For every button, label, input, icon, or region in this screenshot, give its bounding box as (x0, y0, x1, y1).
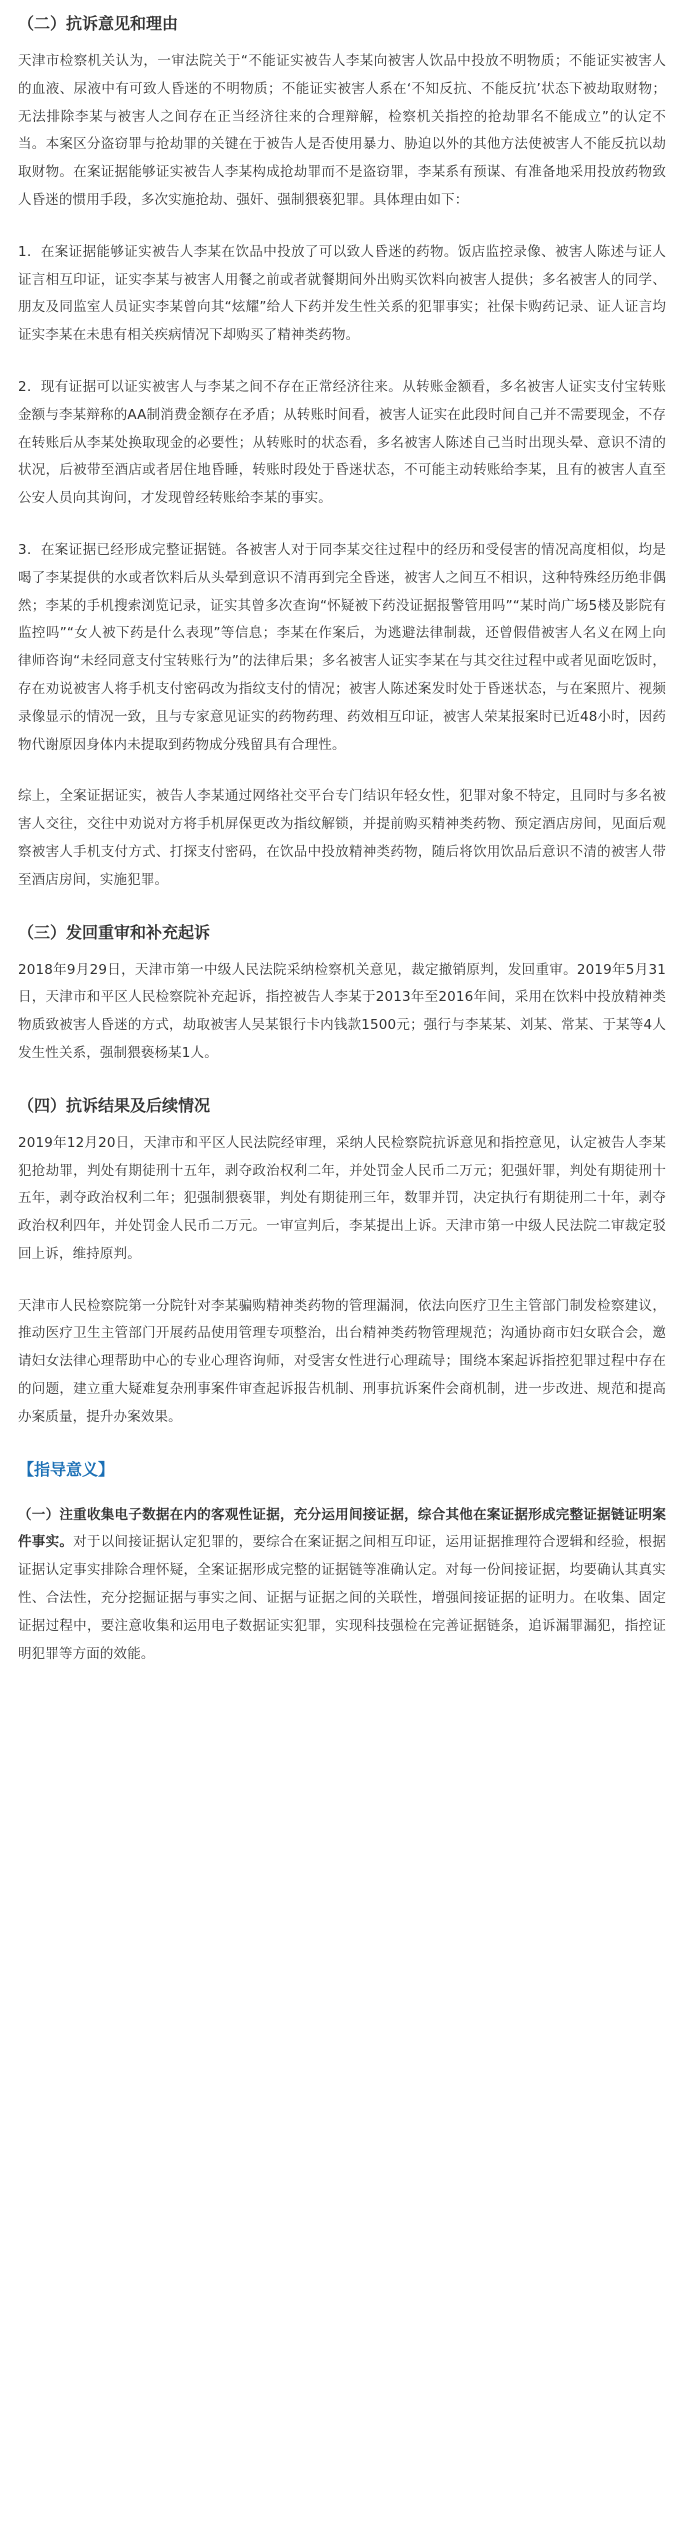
section-heading-protest-result: （四）抗诉结果及后续情况 (18, 1095, 211, 1115)
protest-summary-paragraph: 综上，全案证据证实，被告人李某通过网络社交平台专门结识年轻女性，犯罪对象不特定，且同时与多名被害人交往，交往中劝说对方将手机屏保更改为指纹解锁，并提前购买精神类药物、预定酒店房间，见面后观察被害人手机支付方式、打探支付密码，在饮品中投放精神类药物，随后将饮用饮品后意识不清的被害人带至酒店房间，实施犯罪。 (18, 788, 666, 888)
guidance-heading: 【指导意义】 (18, 1459, 115, 1479)
guidance-point-1-paragraph (18, 1502, 666, 1669)
retrial-paragraph: 2018年9月29日，天津市第一中级人民法院采纳检察机关意见，裁定撤销原判，发回重审。2019年5月31日，天津市和平区人民检察院补充起诉，指控被告人李某于2013年至2016年间，采用在饮料中投放精神类物质致被害人昏迷的方式，劫取被害人吴某银行卡内钱款1500元；强行与李某某、刘某、常某、于某等4人发生性关系，强制猥亵杨某1人。 (18, 961, 666, 1061)
protest-result-paragraph: 2019年12月20日，天津市和平区人民法院经审理，采纳人民检察院抗诉意见和指控意见，认定被告人李某犯抢劫罪，判处有期徒刑十五年，剥夺政治权利二年，并处罚金人民币二万元；犯强奸罪，判处有期徒刑十五年，剥夺政治权利二年；犯强制猥亵罪，判处有期徒刑三年，数罪并罚，决定执行有期徒刑二十年，剥夺政治权利四年，并处罚金人民币二万元。一审宣判后，李某提出上诉。天津市第一中级人民法院二审裁定驳回上诉，维持原判。 (18, 1134, 666, 1262)
protest-intro-paragraph: 天津市检察机关认为，一审法院关于“不能证实被告人李某向被害人饮品中投放不明物质；不能证实被害人的血液、尿液中有可致人昏迷的不明物质；不能证实被害人系在‘不知反抗、不能反抗’状态下被劫取财物；无法排除李某与被害人之间存在正当经济往来的合理辩解，检察机关指控的抢劫罪名不能成立”的认定不当。本案区分盗窃罪与抢劫罪的关键在于被告人是否使用暴力、胁迫以外的其他方法使被害人不能反抗以劫取财物。在案证据能够证实被告人李某构成抢劫罪而不是盗窃罪，李某系有预谋、有准备地采用投放药物致人昏迷的惯用手段，多次实施抢劫、强奸、强制猥亵犯罪。具体理由如下： (18, 53, 666, 208)
protest-point-1-paragraph: 1．在案证据能够证实被告人李某在饮品中投放了可以致人昏迷的药物。饭店监控录像、被害人陈述与证人证言相互印证，证实李某与被害人用餐之前或者就餐期间外出购买饮料向被害人提供；多名被害人的同学、朋友及同监室人员证实李某曾向其“炫耀”给人下药并发生性关系的犯罪事实；社保卡购药记录、证人证言均证实李某在未患有相关疾病情况下却购买了精神类药物。 (18, 243, 666, 344)
section-heading-protest-reasons: （二）抗诉意见和理由 (18, 14, 179, 33)
protest-point-2-paragraph: 2．现有证据可以证实被害人与李某之间不存在正常经济往来。从转账金额看，多名被害人证实支付宝转账金额与李某辩称的AA制消费金额存在矛盾；从转账时间看，被害人证实在此段时间自己并不需要现金，不存在转账后从李某处换取现金的必要性；从转账时的状态看，多名被害人陈述自己当时出现头晕、意识不清的状况，后被带至酒店或者居住地昏睡，转账时段处于昏迷状态，不可能主动转账给李某，且有的被害人直至公安人员向其询问，才发现曾经转账给李某的事实。 (18, 378, 666, 507)
followup-paragraph: 天津市人民检察院第一分院针对李某骗购精神类药物的管理漏洞，依法向医疗卫生主管部门制发检察建议，推动医疗卫生主管部门开展药品使用管理专项整治，出台精神类药物管理规范；沟通协商市妇女联合会，邀请妇女法律心理帮助中心的专业心理咨询师，对受害女性进行心理疏导；围绕本案起诉指控犯罪过程中存在的问题，建立重大疑难复杂刑事案件审查起诉报告机制、刑事抗诉案件会商机制，进一步改进、规范和提高办案质量，提升办案效果。 (18, 1297, 666, 1425)
section-heading-retrial: （三）发回重审和补充起诉 (18, 922, 211, 942)
guidance-point-1-lead: （一）注重收集电子数据在内的客观性证据，充分运用间接证据，综合其他在案证据形成完整证据链证明案件事实。 (18, 1506, 666, 1551)
guidance-point-1-body: 对于以间接证据认定犯罪的，要综合在案证据之间相互印证，运用证据推理符合逻辑和经验，根据证据认定事实排除合理怀疑，全案证据形成完整的证据链等准确认定。对每一份间接证据，均要确认其真实性、合法性，充分挖掘证据与事实之间、证据与证据之间的关联性，增强间接证据的证明力。在收集、固定证据过程中，要注意收集和运用电子数据证实犯罪，实现科技强检在完善证据链条，追诉漏罪漏犯，指控证明犯罪等方面的效能。 (18, 1534, 666, 1662)
protest-point-3-paragraph: 3．在案证据已经形成完整证据链。各被害人对于同李某交往过程中的经历和受侵害的情况高度相似，均是喝了李某提供的水或者饮料后从头晕到意识不清再到完全昏迷，被害人之间互不相识，这种特殊经历绝非偶然；李某的手机搜索浏览记录，证实其曾多次查询“怀疑被下药没证据报警管用吗”“某时尚广场5楼及影院有监控吗”“女人被下药是什么表现”等信息；李某在作案后，为逃避法律制裁，还曾假借被害人名义在网上向律师咨询“未经同意支付宝转账行为”的法律后果；多名被害人证实李某在与其交往过程中或者见面吃饭时，存在劝说被害人将手机支付密码改为指纹支付的情况；被害人陈述案发时处于昏迷状态，与在案照片、视频录像显示的情况一致，且与专家意见证实的药物药理、药效相互印证，被害人荣某报案时已近48小时，因药物代谢原因身体内未提取到药物成分残留具有合理性。 (18, 541, 666, 753)
